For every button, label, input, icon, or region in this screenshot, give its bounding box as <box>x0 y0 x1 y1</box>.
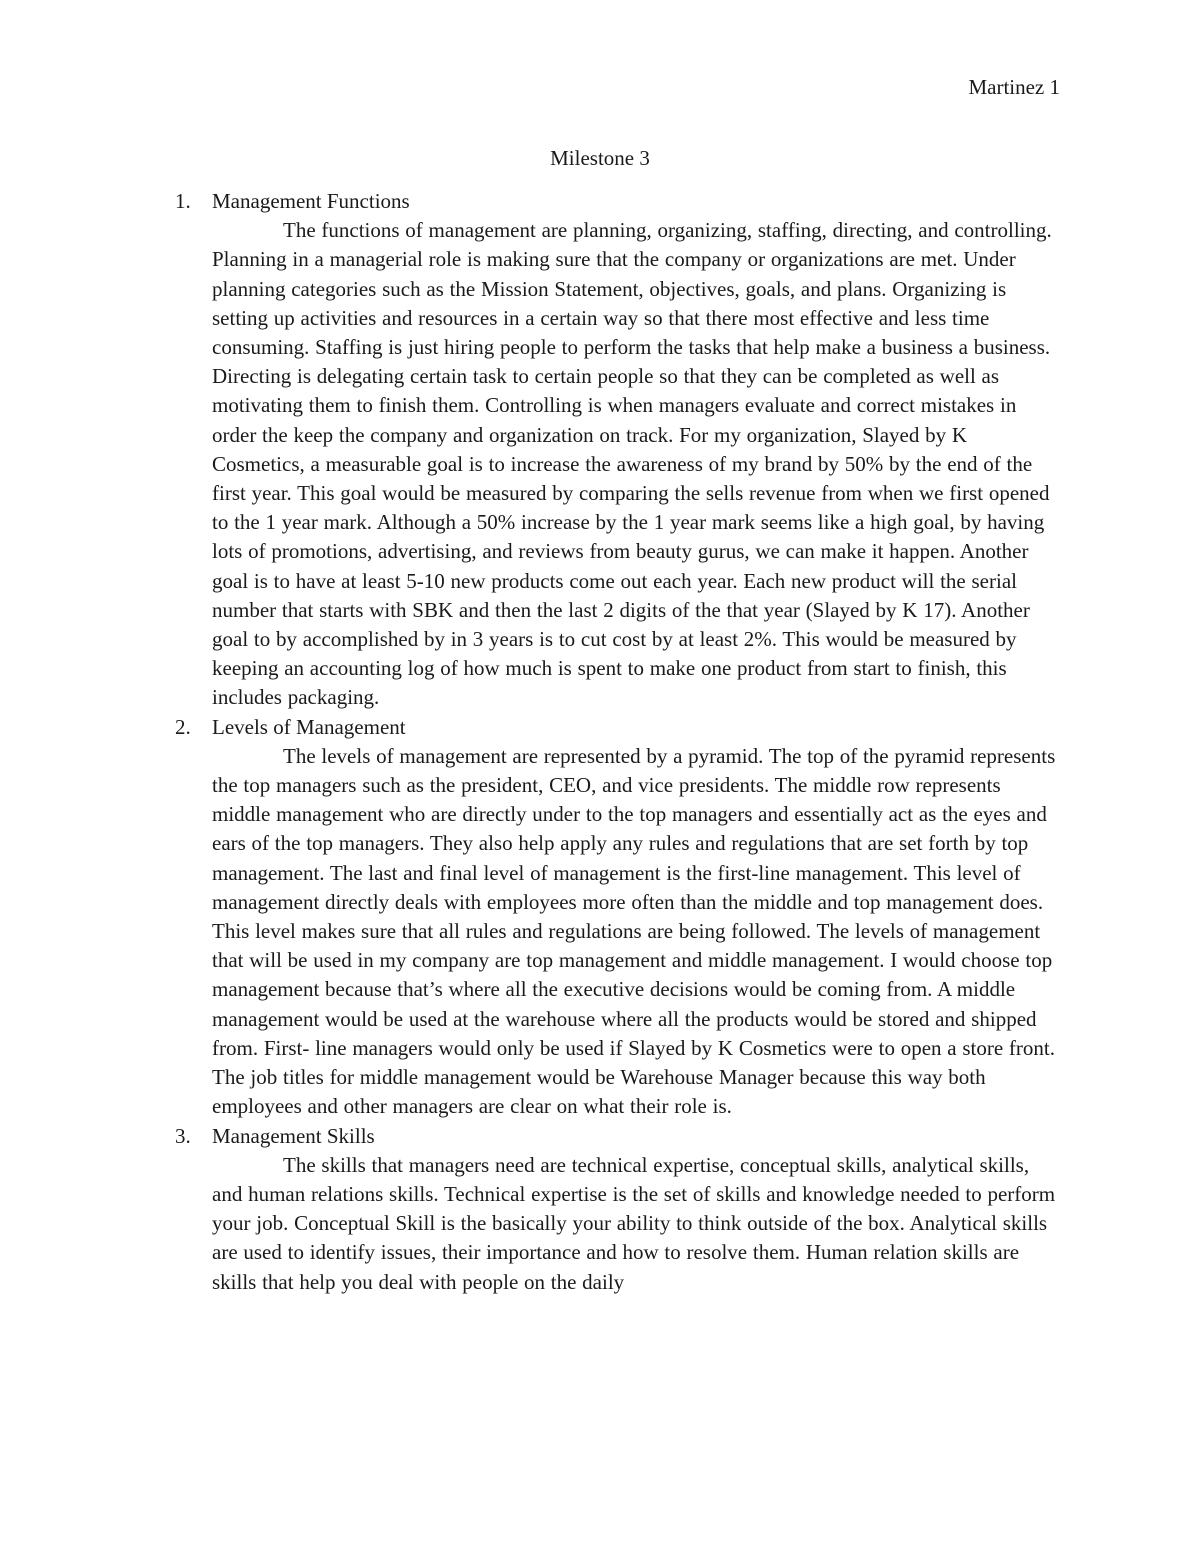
document-body <box>175 187 1060 1297</box>
section-paragraph: The functions of management are planning, organizing, staffing, directing, and controlling. Planning in a managerial role is making sure that the company or organizations are met. Under planning categories such as the Mission Statement, objectives, goals, and plans. Organizing is setting up activities and resources in a certain way so that there most effective and less time consuming. Staffing is just hiring people to perform the tasks that help make a business a business. Directing is delegating certain task to certain people so that they can be completed as well as motivating them to finish them. Controlling is when managers evaluate and correct mistakes in order the keep the company and organization on track. For my organization, Slayed by K Cosmetics, a measurable goal is to increase the awareness of my brand by 50% by the end of the first year. This goal would be measured by comparing the sells revenue from when we first opened to the 1 year mark. Although a 50% increase by the 1 year mark seems like a high goal, by having lots of promotions, advertising, and reviews from beauty gurus, we can make it happen. Another goal is to have at least 5-10 new products come out each year. Each new product will the serial number that starts with SBK and then the last 2 digits of the that year (Slayed by K 17). Another goal to by accomplished by in 3 years is to cut cost by at least 2%. This would be measured by keeping an accounting log of how much is spent to make one product from start to finish, this includes packaging. <box>212 218 1052 710</box>
list-item <box>175 713 1060 1122</box>
section-heading: Levels of Management <box>212 714 406 739</box>
list-item <box>175 1122 1060 1297</box>
section-paragraph: The skills that managers need are technical expertise, conceptual skills, analytical skills, and human relations skills. Technical expertise is the set of skills and knowledge needed to perform your job. Conceptual Skill is the basically your ability to think outside of the box. Analytical skills are used to identify issues, their importance and how to resolve them. Human relation skills are skills that help you deal with people on the daily <box>212 1152 1056 1294</box>
running-head: Martinez 1 <box>968 75 1060 99</box>
section-paragraph: The levels of management are represented by a pyramid. The top of the pyramid represents the top managers such as the president, CEO, and vice presidents. The middle row represents middle management who are directly under to the top managers and essentially act as the eyes and ears of the top managers. They also help apply any rules and regulations that are set forth by top management. The last and final level of management is the first-line management. This level of management directly deals with employees more often than the middle and top management does. This level makes sure that all rules and regulations are being followed. The levels of management that will be used in my company are top management and middle management. I would choose top management because that’s where all the executive decisions would be coming from. A middle management would be used at the warehouse where all the products would be stored and shipped from. First- line managers would only be used if Slayed by K Cosmetics were to open a store front. The job titles for middle management would be Warehouse Manager because this way both employees and other managers are clear on what their role is. <box>212 743 1056 1119</box>
list-item <box>175 187 1060 713</box>
section-heading: Management Skills <box>212 1123 375 1148</box>
list-item-number: 1. <box>175 189 191 213</box>
list-item-number: 3. <box>175 1123 191 1148</box>
section-heading: Management Functions <box>212 189 410 213</box>
list-item-number: 2. <box>175 714 191 739</box>
document-title: Milestone 3 <box>550 146 650 170</box>
